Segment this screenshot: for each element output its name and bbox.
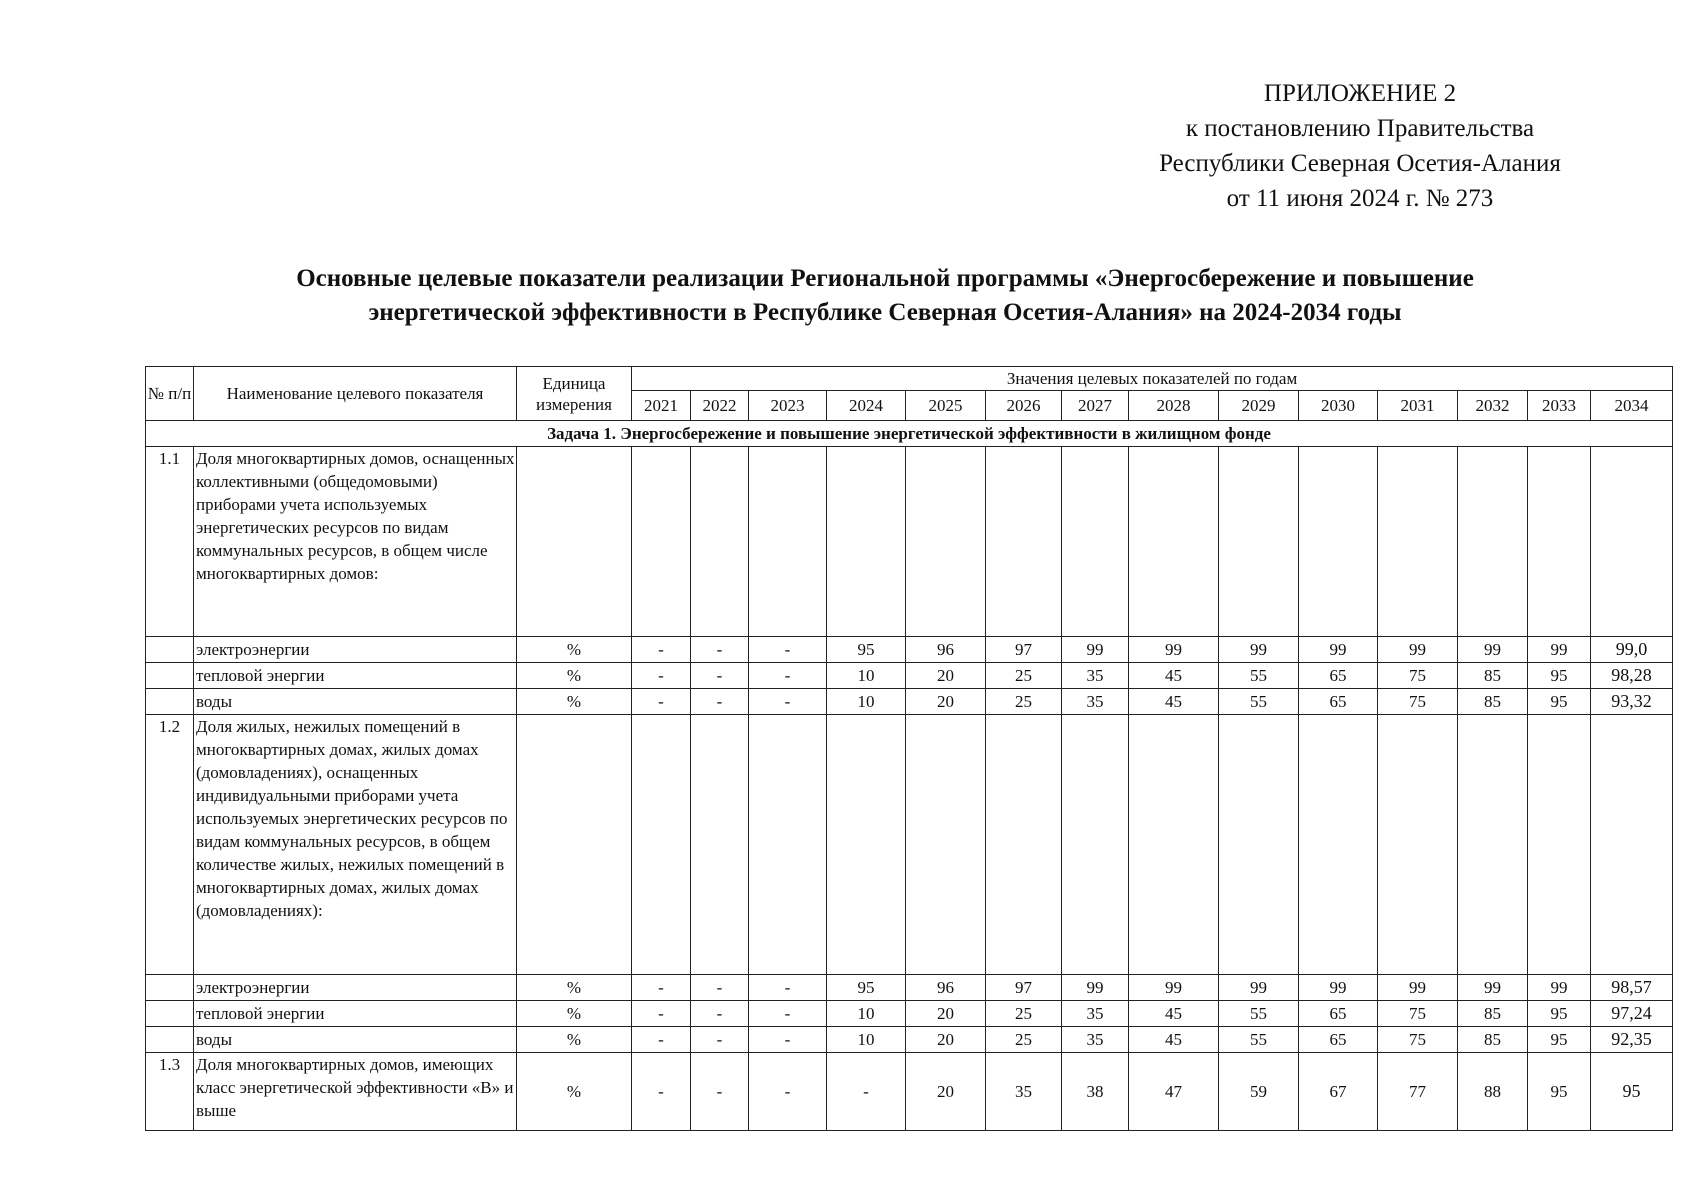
table-row [146,447,1673,637]
unit-cell: % [517,663,632,689]
value-cell: 99 [1129,975,1219,1001]
value-cell: 38 [1062,1053,1129,1131]
value-cell: - [749,1027,827,1053]
table-row [146,689,1673,715]
value-cell: 99 [1062,637,1129,663]
value-cell: - [749,663,827,689]
value-cell: 97 [986,975,1062,1001]
header-year: 2032 [1458,391,1528,421]
unit-cell: % [517,1027,632,1053]
value-cell: - [749,975,827,1001]
table-row [146,975,1673,1001]
value-cell: 55 [1219,663,1299,689]
value-cell: 99 [1528,975,1591,1001]
value-cell: 25 [986,689,1062,715]
value-cell: 99 [1219,637,1299,663]
value-cell: - [632,975,691,1001]
value-cell: 35 [986,1053,1062,1131]
value-cell: 10 [827,1027,906,1053]
indicator-name: Доля многоквартирных домов, оснащенных коллективными (общедомовыми) приборами учета используемых энергетических ресурсов по видам коммунальных ресурсов, в общем числе многоквартирных домов: [194,447,517,637]
value-cell: 10 [827,689,906,715]
value-cell: 20 [906,1001,986,1027]
value-cell: 35 [1062,1001,1129,1027]
resource-name: воды [194,689,517,715]
value-cell: 98,57 [1591,975,1673,1001]
value-cell: 75 [1378,1027,1458,1053]
value-cell: 88 [1458,1053,1528,1131]
value-cell: - [827,1053,906,1131]
row-number: 1.1 [146,447,194,637]
value-cell: 65 [1299,1027,1378,1053]
value-cell: 55 [1219,1001,1299,1027]
value-cell: 97 [986,637,1062,663]
unit-cell: % [517,1001,632,1027]
value-cell: 95 [1528,1001,1591,1027]
value-cell: - [691,975,749,1001]
value-cell: 55 [1219,1027,1299,1053]
task-1-heading: Задача 1. Энергосбережение и повышение энергетической эффективности в жилищном фонде [146,421,1673,447]
indicator-name: Доля жилых, нежилых помещений в многоквартирных домах, жилых домах (домовладениях), оснащенных индивидуальными приборами учета используемых энергетических ресурсов по видам коммунальных ресурсов, в общем количестве жилых, нежилых помещений в многоквартирных домах, жилых домах (домовладениях): [194,715,517,975]
indicators-table [145,366,1673,1131]
value-cell: 85 [1458,663,1528,689]
resource-name: воды [194,1027,517,1053]
header-num: № п/п [146,367,194,421]
value-cell: 77 [1378,1053,1458,1131]
table-row [146,1053,1673,1131]
value-cell: 99 [1378,637,1458,663]
header-year: 2025 [906,391,986,421]
value-cell: 10 [827,1001,906,1027]
appendix-label: ПРИЛОЖЕНИЕ 2 [1263,80,1457,107]
value-cell: - [632,1001,691,1027]
value-cell: 93,32 [1591,689,1673,715]
value-cell: 99 [1458,637,1528,663]
value-cell: 97,24 [1591,1001,1673,1027]
table-row [146,637,1673,663]
value-cell: 95 [1528,1053,1591,1131]
row-number: 1.3 [146,1053,194,1131]
header-name: Наименование целевого показателя [194,367,517,421]
value-cell: 95 [1528,663,1591,689]
table-row [146,715,1673,975]
value-cell: 96 [906,637,986,663]
value-cell: 65 [1299,663,1378,689]
value-cell: 35 [1062,1027,1129,1053]
value-cell: 95 [827,975,906,1001]
header-unit: Единица измерения [517,367,632,421]
header-year: 2028 [1129,391,1219,421]
value-cell: 75 [1378,689,1458,715]
appendix-resolution-line: к постановлению Правительства [1185,115,1535,142]
value-cell: - [691,1001,749,1027]
value-cell: 45 [1129,1001,1219,1027]
value-cell: 99 [1528,637,1591,663]
value-cell: 65 [1299,1001,1378,1027]
value-cell: 99,0 [1591,637,1673,663]
value-cell: 65 [1299,689,1378,715]
resource-name: электроэнергии [194,637,517,663]
value-cell: 20 [906,663,986,689]
document-title [150,262,1620,330]
header-year: 2022 [691,391,749,421]
resource-name: тепловой энергии [194,663,517,689]
value-cell: 35 [1062,689,1129,715]
value-cell: - [632,663,691,689]
header-values-caption: Значения целевых показателей по годам [632,367,1673,391]
value-cell: 20 [906,689,986,715]
value-cell: - [749,1001,827,1027]
appendix-block [1130,76,1590,216]
value-cell: - [749,689,827,715]
header-year: 2030 [1299,391,1378,421]
value-cell: 99 [1129,637,1219,663]
value-cell: 96 [906,975,986,1001]
value-cell: 20 [906,1027,986,1053]
value-cell: 75 [1378,663,1458,689]
header-year: 2024 [827,391,906,421]
table-row [146,1027,1673,1053]
resource-name: тепловой энергии [194,1001,517,1027]
value-cell: 85 [1458,1027,1528,1053]
value-cell: - [632,637,691,663]
value-cell: 99 [1062,975,1129,1001]
appendix-date-line: от 11 июня 2024 г. № 273 [1226,185,1494,212]
value-cell: 98,28 [1591,663,1673,689]
indicator-name: Доля многоквартирных домов, имеющих класс энергетической эффективности «В» и выше [194,1053,517,1131]
value-cell: 47 [1129,1053,1219,1131]
value-cell: 10 [827,663,906,689]
value-cell: 45 [1129,689,1219,715]
value-cell: 95 [1591,1053,1673,1131]
value-cell: 85 [1458,1001,1528,1027]
header-year: 2029 [1219,391,1299,421]
title-line-2: энергетической эффективности в Республике Северная Осетия-Алания» на 2024-2034 годы [368,299,1402,326]
value-cell: 59 [1219,1053,1299,1131]
value-cell: - [749,1053,827,1131]
value-cell: - [632,1027,691,1053]
value-cell: - [691,663,749,689]
value-cell: - [691,1053,749,1131]
header-year: 2034 [1591,391,1673,421]
value-cell: - [691,637,749,663]
table-row [146,663,1673,689]
value-cell: 20 [906,1053,986,1131]
value-cell: 95 [827,637,906,663]
value-cell: - [749,637,827,663]
value-cell: 99 [1219,975,1299,1001]
header-year: 2033 [1528,391,1591,421]
unit-cell: % [517,689,632,715]
value-cell: 67 [1299,1053,1378,1131]
header-year: 2023 [749,391,827,421]
title-line-1: Основные целевые показатели реализации Региональной программы «Энергосбережение и повышение [296,265,1474,292]
unit-cell: % [517,975,632,1001]
value-cell: 95 [1528,1027,1591,1053]
value-cell: 99 [1458,975,1528,1001]
value-cell: 25 [986,1027,1062,1053]
header-year: 2026 [986,391,1062,421]
value-cell: 75 [1378,1001,1458,1027]
value-cell: 99 [1299,975,1378,1001]
value-cell: 99 [1378,975,1458,1001]
value-cell: 99 [1299,637,1378,663]
value-cell: 85 [1458,689,1528,715]
header-year: 2031 [1378,391,1458,421]
value-cell: 25 [986,1001,1062,1027]
value-cell: - [632,1053,691,1131]
value-cell: 95 [1528,689,1591,715]
value-cell: - [691,689,749,715]
value-cell: 92,35 [1591,1027,1673,1053]
header-year: 2027 [1062,391,1129,421]
value-cell: - [691,1027,749,1053]
header-year: 2021 [632,391,691,421]
row-number: 1.2 [146,715,194,975]
value-cell: 45 [1129,663,1219,689]
value-cell: 35 [1062,663,1129,689]
value-cell: 45 [1129,1027,1219,1053]
unit-cell: % [517,637,632,663]
resource-name: электроэнергии [194,975,517,1001]
value-cell: - [632,689,691,715]
value-cell: 25 [986,663,1062,689]
table-row [146,1001,1673,1027]
appendix-republic-line: Республики Северная Осетия-Алания [1159,150,1561,177]
value-cell: 55 [1219,689,1299,715]
unit-cell: % [517,1053,632,1131]
